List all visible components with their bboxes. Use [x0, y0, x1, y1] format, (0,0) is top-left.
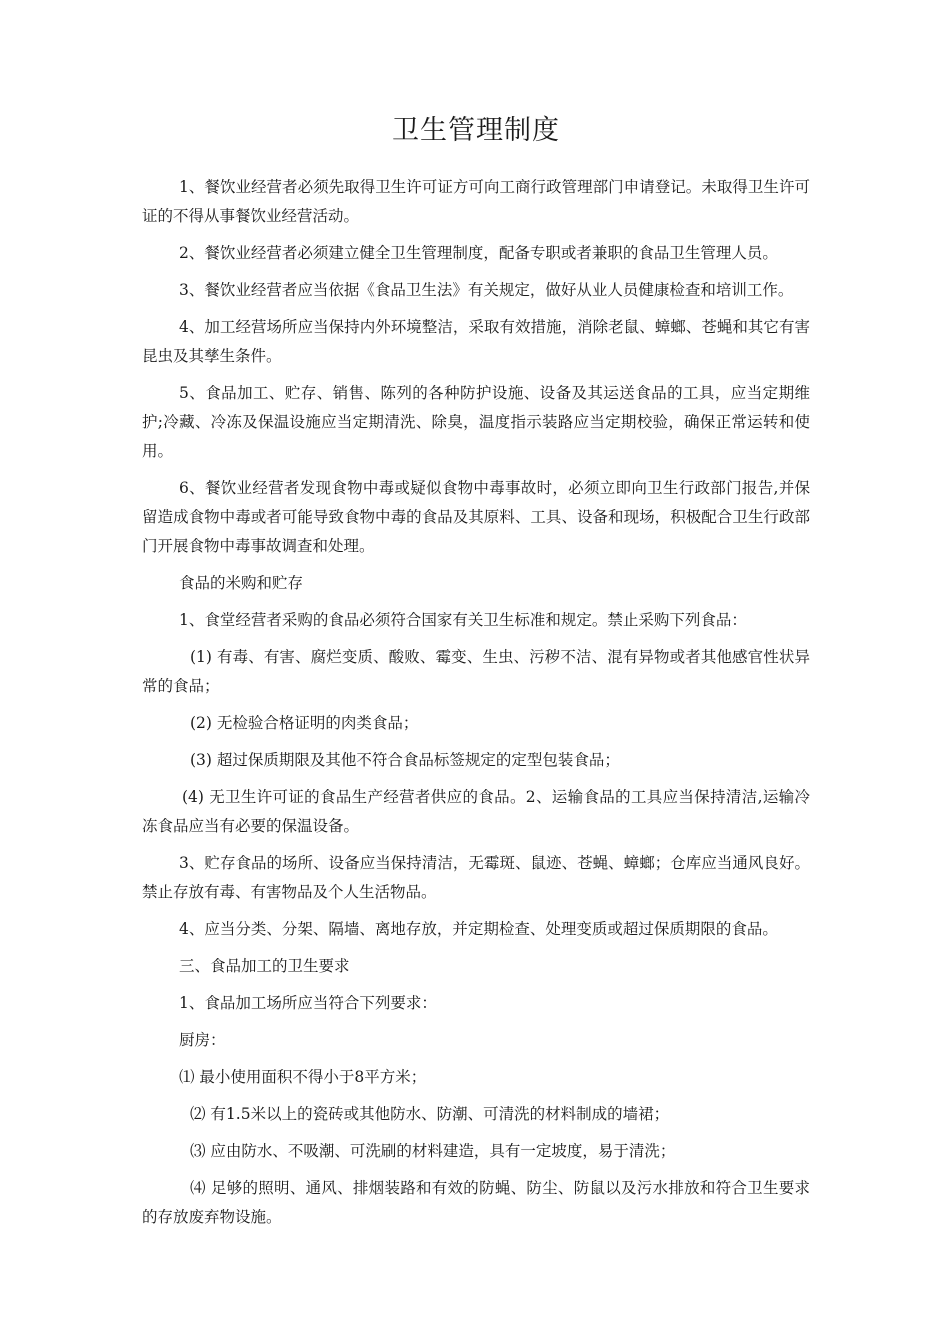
paragraph: 6、餐饮业经营者发现食物中毒或疑似食物中毒事故时，必须立即向卫生行政部门报告,并保留造成食物中毒或者可能导致食物中毒的食品及其原料、工具、设备和现场，积极配合卫生行政部门开展食物中毒事故调查和处理。 [142, 479, 810, 555]
document-title: 卫生管理制度 [392, 115, 560, 146]
paragraph: 4、应当分类、分架、隔墙、离地存放，并定期检查、处理变质或超过保质期限的食品。 [179, 920, 778, 938]
list-item: (4) 无卫生许可证的食品生产经营者供应的食品。2、运输食品的工具应当保持清洁,运输冷冻食品应当有必要的保温设备。 [142, 788, 810, 835]
paragraph: 厨房： [179, 1031, 226, 1049]
list-item: ⑴ 最小使用面积不得小于8平方米； [179, 1068, 427, 1086]
list-item: (1) 有毒、有害、腐烂变质、酸败、霉变、生虫、污秽不洁、混有异物或者其他感官性状异常的食品； [142, 648, 810, 695]
paragraph: 1、餐饮业经营者必须先取得卫生许可证方可向工商行政管理部门申请登记。未取得卫生许可证的不得从事餐饮业经营活动。 [142, 178, 810, 225]
document-page [142, 108, 810, 1240]
paragraph: 4、加工经营场所应当保持内外环境整洁，采取有效措施，消除老鼠、蟑螂、苍蝇和其它有害昆虫及其孳生条件。 [142, 318, 810, 365]
section-heading: 三、食品加工的卫生要求 [179, 957, 350, 975]
list-item: (2) 无检验合格证明的肉类食品； [190, 714, 419, 732]
paragraph: 1、食堂经营者采购的食品必须符合国家有关卫生标准和规定。禁止采购下列食品： [179, 611, 747, 629]
paragraph: 2、餐饮业经营者必须建立健全卫生管理制度，配备专职或者兼职的食品卫生管理人员。 [179, 244, 778, 262]
list-item: ⑷ 足够的照明、通风、排烟装路和有效的防蝇、防尘、防鼠以及污水排放和符合卫生要求的存放废弃物设施。 [142, 1179, 810, 1226]
list-item: ⑶ 应由防水、不吸潮、可洗刷的材料建造，具有一定坡度，易于清洗； [190, 1142, 676, 1160]
section-heading: 食品的米购和贮存 [179, 574, 304, 592]
list-item: (3) 超过保质期限及其他不符合食品标签规定的定型包装食品； [190, 751, 620, 769]
paragraph: 3、贮存食品的场所、设备应当保持清洁，无霉斑、鼠迹、苍蝇、蟑螂；仓库应当通风良好。禁止存放有毒、有害物品及个人生活物品。 [142, 854, 810, 901]
paragraph: 3、餐饮业经营者应当依据《食品卫生法》有关规定，做好从业人员健康检查和培训工作。 [179, 281, 794, 299]
paragraph: 5、食品加工、贮存、销售、陈列的各种防护设施、设备及其运送食品的工具，应当定期维护;冷藏、冷冻及保温设施应当定期清洗、除臭，温度指示装路应当定期校验，确保正常运转和使用。 [142, 384, 810, 460]
paragraph: 1、食品加工场所应当符合下列要求： [179, 994, 437, 1012]
list-item: ⑵ 有1.5米以上的瓷砖或其他防水、防潮、可清洗的材料制成的墙裙； [190, 1105, 670, 1123]
